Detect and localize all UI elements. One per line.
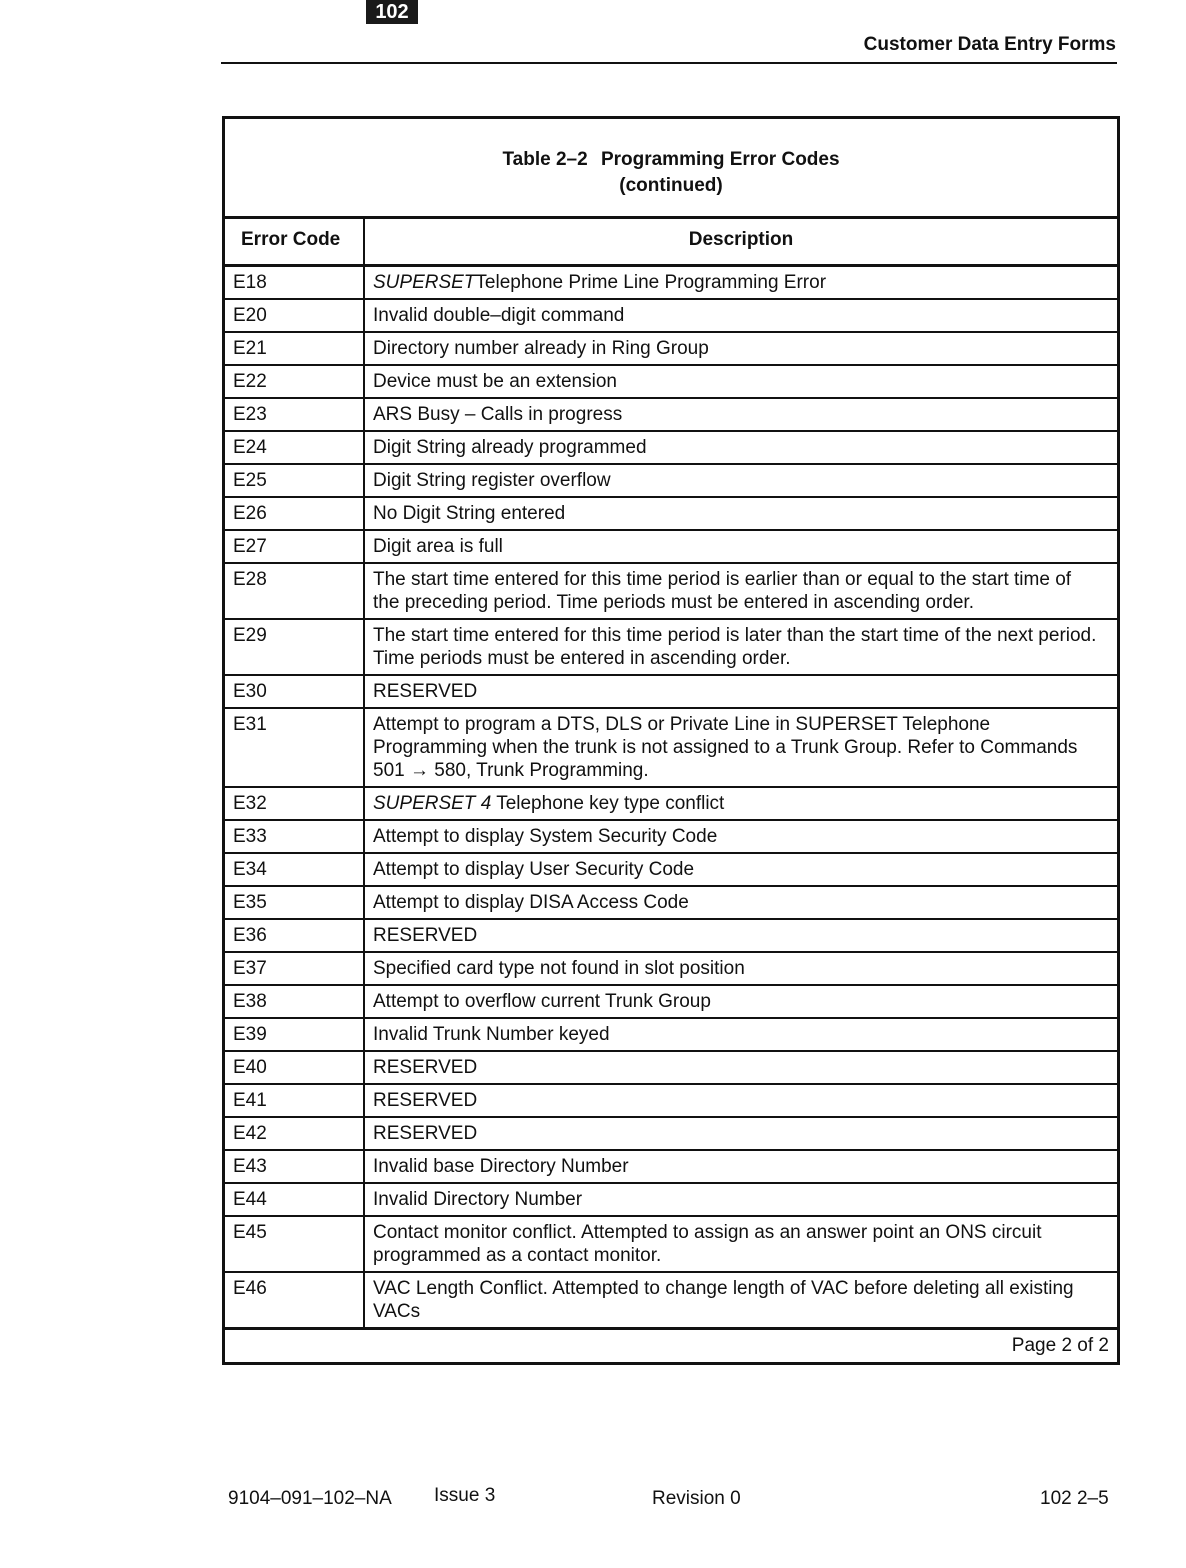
description-cell xyxy=(365,953,1117,984)
description-cell xyxy=(365,676,1117,707)
description-cell xyxy=(365,821,1117,852)
description-text: Invalid Trunk Number keyed xyxy=(373,1024,610,1045)
table-row xyxy=(225,1085,1117,1118)
description-cell xyxy=(365,1118,1117,1149)
error-code-cell: E37 xyxy=(225,953,365,984)
description-text: Attempt to overflow current Trunk Group xyxy=(373,991,711,1012)
table-header-row xyxy=(225,219,1117,267)
description-text: Directory number already in Ring Group xyxy=(373,338,709,359)
page-number: 102 2–5 xyxy=(1040,1488,1109,1509)
error-code-cell: E44 xyxy=(225,1184,365,1215)
description-text: Digit String register overflow xyxy=(373,470,611,491)
error-code-cell: E33 xyxy=(225,821,365,852)
description-text: No Digit String entered xyxy=(373,503,566,524)
table-row xyxy=(225,709,1117,788)
table-row xyxy=(225,821,1117,854)
table-row xyxy=(225,788,1117,821)
error-code-cell: E41 xyxy=(225,1085,365,1116)
description-cell xyxy=(365,498,1117,529)
description-text: RESERVED xyxy=(373,1123,478,1144)
table-row xyxy=(225,920,1117,953)
table-title xyxy=(225,119,1117,219)
description-text: Invalid Directory Number xyxy=(373,1189,583,1210)
description-cell xyxy=(365,709,1117,786)
description-text: Digit area is full xyxy=(373,536,503,557)
description-cell xyxy=(365,887,1117,918)
description-text: Invalid double–digit command xyxy=(373,305,625,326)
table-row xyxy=(225,1217,1117,1273)
description-text: ARS Busy – Calls in progress xyxy=(373,404,623,425)
table-row xyxy=(225,1151,1117,1184)
error-code-cell: E30 xyxy=(225,676,365,707)
description-cell xyxy=(365,620,1117,674)
description-cell xyxy=(365,1217,1117,1271)
description-text: Contact monitor conflict. Attempted to assign as an answer point an ONS circuit programmed as a contact monitor. xyxy=(373,1222,1042,1266)
description-cell xyxy=(365,854,1117,885)
running-head: Customer Data Entry Forms xyxy=(863,34,1116,55)
error-code-cell: E43 xyxy=(225,1151,365,1182)
description-text: RESERVED xyxy=(373,1057,478,1078)
table-row xyxy=(225,399,1117,432)
table-row xyxy=(225,854,1117,887)
description-text: Attempt to display System Security Code xyxy=(373,826,718,847)
table-row xyxy=(225,366,1117,399)
error-code-cell: E38 xyxy=(225,986,365,1017)
description-text: Attempt to display User Security Code xyxy=(373,859,695,880)
description-text: Digit String already programmed xyxy=(373,437,647,458)
description-text: Attempt to display DISA Access Code xyxy=(373,892,689,913)
description-cell xyxy=(365,564,1117,618)
error-code-cell: E18 xyxy=(225,267,365,298)
error-code-cell: E31 xyxy=(225,709,365,786)
error-code-cell: E24 xyxy=(225,432,365,463)
description-text: The start time entered for this time period is later than the start time of the next period. Time periods must be entered in ascending order. xyxy=(373,625,1097,669)
error-code-cell: E35 xyxy=(225,887,365,918)
table-caption: Programming Error Codes xyxy=(600,149,840,170)
description-cell xyxy=(365,920,1117,951)
table-number: Table 2–2 xyxy=(502,149,588,170)
description-text: RESERVED xyxy=(373,925,478,946)
error-code-cell: E28 xyxy=(225,564,365,618)
table-row xyxy=(225,1052,1117,1085)
table-row xyxy=(225,465,1117,498)
error-code-cell: E21 xyxy=(225,333,365,364)
product-name: SUPERSET 4 xyxy=(373,793,492,814)
description-cell xyxy=(365,465,1117,496)
table-row xyxy=(225,1019,1117,1052)
page-indicator: Page 2 of 2 xyxy=(225,1329,1117,1362)
doc-number: 9104–091–102–NA xyxy=(228,1488,392,1509)
table-subtitle: (continued) xyxy=(619,175,723,196)
description-cell xyxy=(365,399,1117,430)
product-name: SUPERSET xyxy=(373,272,476,293)
table-row xyxy=(225,333,1117,366)
error-code-cell: E40 xyxy=(225,1052,365,1083)
error-code-cell: E27 xyxy=(225,531,365,562)
description-cell xyxy=(365,1151,1117,1182)
error-code-cell: E22 xyxy=(225,366,365,397)
error-code-cell: E20 xyxy=(225,300,365,331)
table-row xyxy=(225,1118,1117,1151)
error-code-cell: E23 xyxy=(225,399,365,430)
error-code-cell: E39 xyxy=(225,1019,365,1050)
table-row xyxy=(225,300,1117,333)
table-body xyxy=(225,267,1117,1329)
header-rule xyxy=(221,62,1117,64)
revision-label: Revision 0 xyxy=(652,1488,741,1509)
description-cell xyxy=(365,1019,1117,1050)
table-row xyxy=(225,676,1117,709)
description-text: Specified card type not found in slot position xyxy=(373,958,745,979)
col-header-error-code: Error Code xyxy=(225,219,365,264)
description-cell xyxy=(365,432,1117,463)
error-codes-table xyxy=(222,116,1120,1365)
description-text: Telephone key type conflict xyxy=(491,793,725,814)
description-cell xyxy=(365,788,1117,819)
description-cell xyxy=(365,1085,1117,1116)
error-code-cell: E26 xyxy=(225,498,365,529)
error-code-cell: E45 xyxy=(225,1217,365,1271)
error-code-cell: E36 xyxy=(225,920,365,951)
table-row xyxy=(225,1273,1117,1329)
description-text: RESERVED xyxy=(373,681,478,702)
issue-label: Issue 3 xyxy=(434,1485,496,1506)
description-cell xyxy=(365,1052,1117,1083)
table-row xyxy=(225,1184,1117,1217)
table-row xyxy=(225,986,1117,1019)
description-text: VAC Length Conflict. Attempted to change length of VAC before deleting all existing VACs xyxy=(373,1278,1074,1322)
description-text: Telephone Prime Line Programming Error xyxy=(475,272,827,293)
section-badge: 102 xyxy=(366,0,418,24)
description-cell xyxy=(365,986,1117,1017)
table-row xyxy=(225,953,1117,986)
table-row xyxy=(225,620,1117,676)
description-cell xyxy=(365,1184,1117,1215)
table-row xyxy=(225,564,1117,620)
description-cell xyxy=(365,366,1117,397)
error-code-cell: E46 xyxy=(225,1273,365,1327)
description-text: Attempt to program a DTS, DLS or Private Line in SUPERSET Telephone Programming when the trunk is not assigned to a Trunk Group. Refer to Commands 501 → 580, Trunk Programming. xyxy=(373,714,1078,781)
description-cell xyxy=(365,300,1117,331)
description-cell xyxy=(365,267,1117,298)
error-code-cell: E42 xyxy=(225,1118,365,1149)
table-row xyxy=(225,531,1117,564)
error-code-cell: E29 xyxy=(225,620,365,674)
description-cell xyxy=(365,1273,1117,1327)
error-code-cell: E25 xyxy=(225,465,365,496)
description-text: Invalid base Directory Number xyxy=(373,1156,629,1177)
description-text: The start time entered for this time period is earlier than or equal to the start time of the preceding period. Time periods must be entered in ascending order. xyxy=(373,569,1072,613)
description-text: RESERVED xyxy=(373,1090,478,1111)
description-cell xyxy=(365,333,1117,364)
description-text: Device must be an extension xyxy=(373,371,617,392)
table-row xyxy=(225,887,1117,920)
table-row xyxy=(225,267,1117,300)
error-code-cell: E34 xyxy=(225,854,365,885)
table-row xyxy=(225,432,1117,465)
table-row xyxy=(225,498,1117,531)
col-header-description: Description xyxy=(688,229,794,250)
error-code-cell: E32 xyxy=(225,788,365,819)
description-cell xyxy=(365,531,1117,562)
